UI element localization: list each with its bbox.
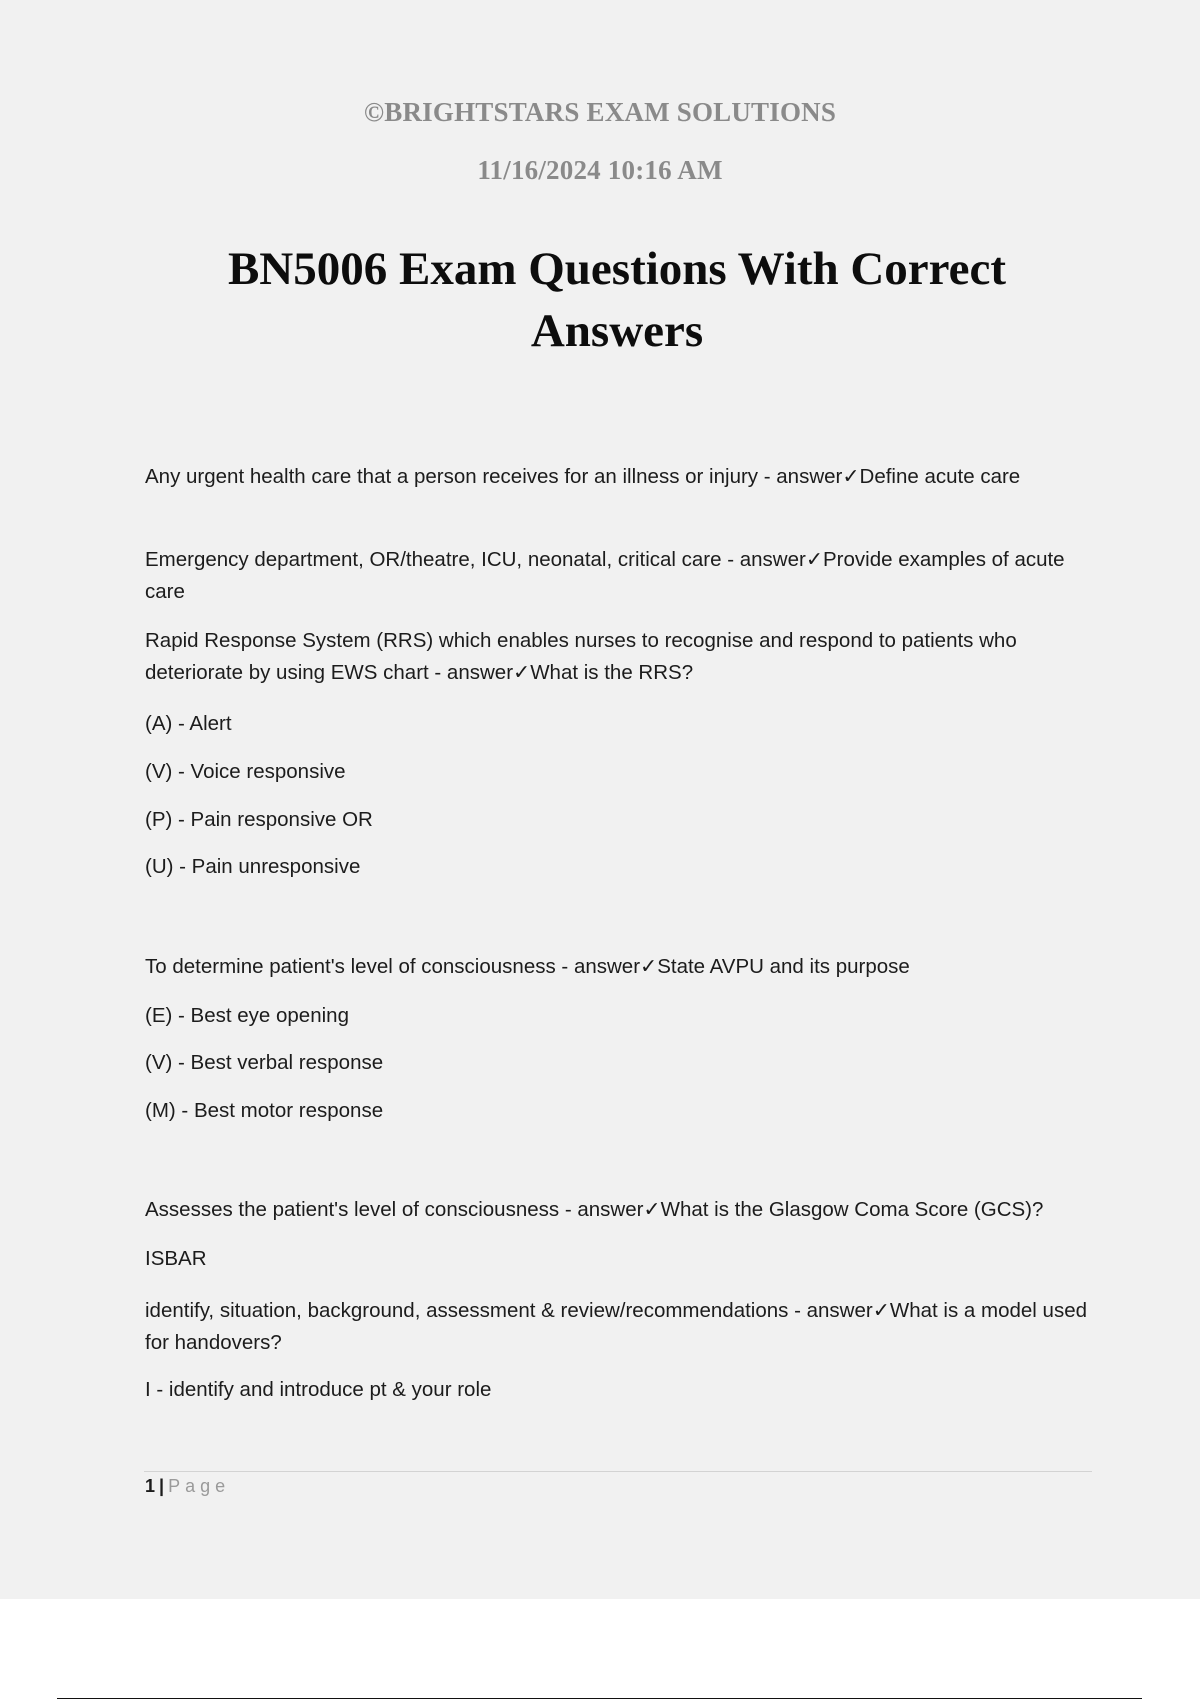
- list-item-eye-opening: (E) - Best eye opening: [145, 1004, 349, 1027]
- list-item-pain-responsive: (P) - Pain responsive OR: [145, 808, 373, 831]
- bottom-divider: [57, 1698, 1142, 1699]
- list-item-pain-unresponsive: (U) - Pain unresponsive: [145, 855, 361, 878]
- document-title: BN5006 Exam Questions With Correct Answers: [227, 243, 1007, 357]
- paragraph-rrs: Rapid Response System (RRS) which enables nurses to recognise and respond to patients who deteriorate by using EWS chart - answer✓What is the RRS?: [145, 629, 1017, 684]
- paragraph-acute-care-examples: Emergency department, OR/theatre, ICU, neonatal, critical care - answer✓Provide examples of acute care: [145, 548, 1065, 603]
- paragraph-identify: I - identify and introduce pt & your role: [145, 1378, 492, 1401]
- copyright-header: ©BRIGHTSTARS EXAM SOLUTIONS: [363, 97, 837, 127]
- paragraph-avpu: To determine patient's level of consciousness - answer✓State AVPU and its purpose: [145, 955, 910, 978]
- page-label: Page: [168, 1476, 231, 1496]
- timestamp-header: 11/16/2024 10:16 AM: [477, 155, 723, 185]
- footer-divider: [144, 1471, 1092, 1472]
- page-number-value: 1: [145, 1476, 156, 1496]
- paragraph-gcs: Assesses the patient's level of consciousness - answer✓What is the Glasgow Coma Score (GCS)?: [145, 1198, 1044, 1221]
- paragraph-acute-care-definition: Any urgent health care that a person receives for an illness or injury - answer✓Define acute care: [145, 465, 1021, 488]
- page-number-separator: |: [159, 1476, 165, 1496]
- paragraph-isbar: ISBAR: [145, 1247, 207, 1270]
- paragraph-isbar-definition: identify, situation, background, assessment & review/recommendations - answer✓What is a model used for handovers?: [145, 1299, 1088, 1354]
- page-number: [145, 1474, 230, 1498]
- list-item-verbal-response: (V) - Best verbal response: [145, 1051, 384, 1074]
- list-item-alert: (A) - Alert: [145, 712, 232, 735]
- list-item-motor-response: (M) - Best motor response: [145, 1099, 384, 1122]
- list-item-voice-responsive: (V) - Voice responsive: [145, 760, 346, 783]
